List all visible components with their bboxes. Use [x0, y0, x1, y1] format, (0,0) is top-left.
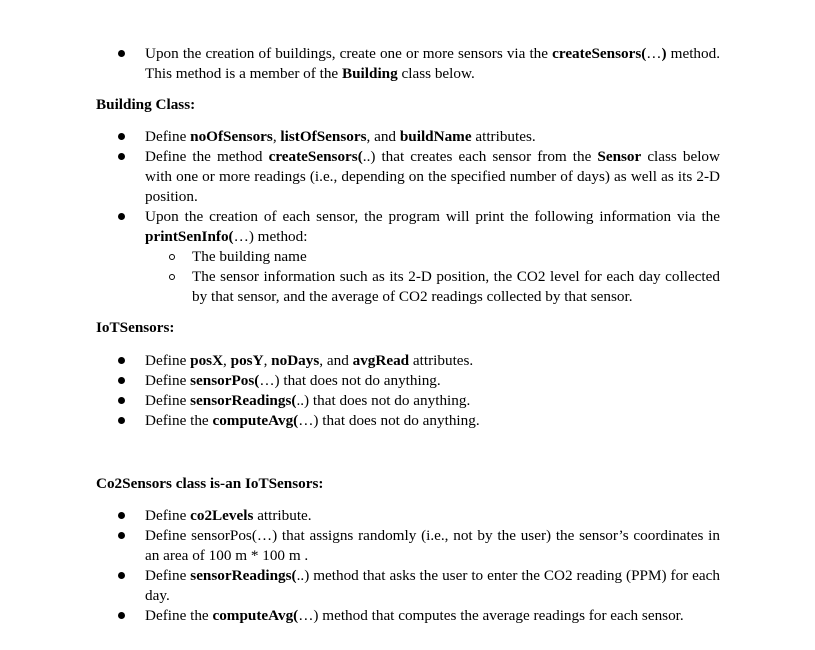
text-run: Define the: [145, 412, 213, 429]
co2sensors-list: [0, 506, 815, 626]
bold-term: printSenInfo(: [145, 228, 234, 245]
text-run: Define: [145, 392, 191, 409]
text-run: , and: [319, 352, 353, 369]
building-sub-text: The sensor information such as its 2-D position, the CO2 level for each day collected by that sensor, and the average of CO2 readings collected by that sensor.: [192, 268, 720, 305]
text-run: Define: [145, 128, 191, 145]
co2sensors-bullet-text: [145, 527, 720, 564]
bold-term: sensorReadings(: [190, 392, 297, 409]
text-run: …) that does not do anything.: [259, 372, 441, 389]
co2sensors-bullet-item: [0, 606, 720, 626]
text-run: Define: [145, 567, 191, 584]
bold-term: co2Levels: [190, 507, 254, 524]
building-bullet-item: [0, 127, 720, 147]
building-bullet-item: [0, 207, 720, 307]
iotsensors-bullet-text: [145, 352, 473, 369]
co2sensors-bullet-item: [0, 506, 720, 526]
building-class-heading: Building Class:: [96, 96, 196, 113]
hollow-bullet-icon: [169, 254, 175, 260]
text-run: class below with one or more readings (i.e., depending on the specified number of days) as well as its 2-D position.: [145, 148, 720, 205]
co2sensors-bullet-text: [145, 567, 720, 604]
bullet-dot-icon: [118, 417, 125, 424]
text-run: …) that does not do anything.: [298, 412, 480, 429]
text-run: method. This method is a member of the: [145, 45, 720, 82]
text-run: ,: [263, 352, 272, 369]
text-run: Define: [145, 352, 191, 369]
building-sub-item: [145, 267, 720, 307]
bullet-dot-icon: [118, 357, 125, 364]
bold-term: sensorReadings(: [190, 567, 297, 584]
hollow-bullet-icon: [169, 274, 175, 280]
building-sub-item: [145, 247, 720, 267]
bullet-dot-icon: [118, 397, 125, 404]
bold-term: noOfSensors: [190, 128, 273, 145]
text-run: ..) that does not do anything.: [296, 392, 471, 409]
bold-term: posY: [230, 352, 264, 369]
iotsensors-heading: IoTSensors:: [96, 319, 175, 336]
intro-bullet-item: [0, 44, 720, 84]
bold-term: avgRead: [352, 352, 410, 369]
building-sub-list: [145, 247, 720, 307]
text-run: attributes.: [471, 128, 536, 145]
text-run: class below.: [397, 65, 475, 82]
iotsensors-bullet-text: [145, 392, 470, 409]
text-run: ..) that creates each sensor from the: [362, 148, 598, 165]
intro-list: [0, 44, 815, 84]
iotsensors-bullet-item: [0, 391, 720, 411]
iotsensors-bullet-item: [0, 351, 720, 371]
text-run: attribute.: [253, 507, 312, 524]
text-run: Define sensorPos(…) that assigns randomly (i.e., not by the user) the sensor’s coordinates in an area of 100 m * 100 m .: [145, 527, 720, 564]
bold-term: Building: [341, 65, 398, 82]
bullet-dot-icon: [118, 50, 125, 57]
iotsensors-bullet-item: [0, 371, 720, 391]
text-run: …) method that computes the average readings for each sensor.: [298, 607, 684, 624]
bullet-dot-icon: [118, 153, 125, 160]
building-bullet-item: [0, 147, 720, 207]
bold-term: createSensors(: [552, 45, 647, 62]
bold-term: buildName: [399, 128, 472, 145]
iotsensors-list: [0, 351, 815, 431]
bullet-dot-icon: [118, 532, 125, 539]
co2sensors-heading: Co2Sensors class is-an IoTSensors:: [96, 475, 324, 492]
bold-term: noDays: [271, 352, 320, 369]
bold-term: ): [661, 45, 667, 62]
bold-term: createSensors(: [268, 148, 363, 165]
bold-term: sensorPos(: [190, 372, 260, 389]
text-run: Define: [145, 372, 191, 389]
text-run: ,: [223, 352, 231, 369]
text-run: attributes.: [409, 352, 474, 369]
intro-bullet-text: [145, 45, 720, 82]
text-run: …) method:: [233, 228, 308, 245]
building-bullet-text: [145, 128, 536, 145]
bullet-dot-icon: [118, 512, 125, 519]
text-run: Upon the creation of each sensor, the program will print the following information via the: [145, 208, 720, 225]
bold-term: listOfSensors: [280, 128, 367, 145]
text-run: ,: [272, 128, 281, 145]
iotsensors-bullet-item: [0, 411, 720, 431]
iotsensors-bullet-text: [145, 412, 480, 429]
building-class-list: [0, 127, 815, 307]
bullet-dot-icon: [118, 572, 125, 579]
text-run: Upon the creation of buildings, create one or more sensors via the: [145, 45, 553, 62]
bullet-dot-icon: [118, 213, 125, 220]
co2sensors-bullet-text: [145, 607, 684, 624]
text-run: ..) method that asks the user to enter the CO2 reading (PPM) for each day.: [145, 567, 720, 604]
bold-term: posX: [190, 352, 224, 369]
co2sensors-bullet-item: [0, 566, 720, 606]
co2sensors-bullet-text: [145, 507, 312, 524]
text-run: Define the: [145, 607, 213, 624]
building-sub-text: The building name: [192, 248, 307, 265]
text-run: …: [646, 45, 662, 62]
bold-term: Sensor: [597, 148, 642, 165]
bullet-dot-icon: [118, 133, 125, 140]
text-run: Define the method: [145, 148, 269, 165]
bold-term: computeAvg(: [212, 607, 299, 624]
text-run: Define: [145, 507, 191, 524]
bullet-dot-icon: [118, 612, 125, 619]
text-run: , and: [366, 128, 400, 145]
bold-term: computeAvg(: [212, 412, 299, 429]
bullet-dot-icon: [118, 377, 125, 384]
building-bullet-text: [145, 148, 720, 205]
co2sensors-bullet-item: [0, 526, 720, 566]
building-bullet-text: [145, 208, 720, 245]
iotsensors-bullet-text: [145, 372, 441, 389]
